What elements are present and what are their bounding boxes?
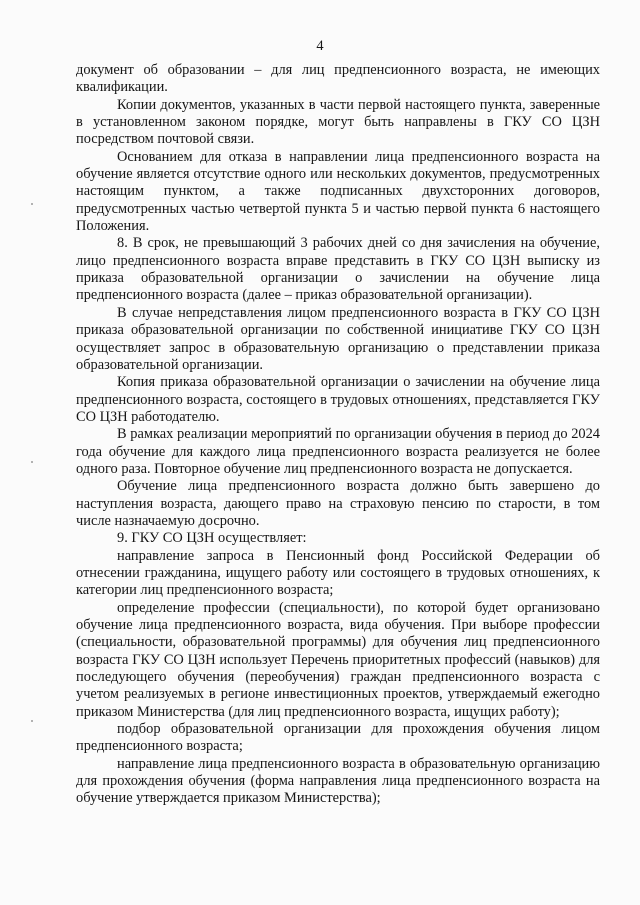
scan-speck [31, 720, 33, 722]
paragraph-4: 8. В срок, не превышающий 3 рабочих дней со дня зачисления на обучение, лицо предпенсионного возраста вправе представить в ГКУ СО ЦЗН выписку из приказа образовательной организации о зачислении на обучение лица предпенсионного возраста (далее – приказ образовательной организации). [76, 235, 600, 304]
page-number: 4 [316, 38, 324, 54]
paragraph-1: документ об образовании – для лиц предпенсионного возраста, не имеющих квалификации. [76, 62, 600, 96]
scan-speck [31, 461, 33, 463]
document-body [76, 62, 600, 808]
paragraph-13: направление лица предпенсионного возраста в образовательную организацию для прохождения обучения (форма направления лица предпенсионного возраста на обучение утверждается приказом Министерства); [76, 755, 600, 807]
paragraph-2: Копии документов, указанных в части первой настоящего пункта, заверенные в установленном законом порядке, могут быть направлены в ГКУ СО ЦЗН посредством почтовой связи. [76, 96, 600, 148]
paragraph-8: Обучение лица предпенсионного возраста должно быть завершено до наступления возраста, дающего право на страховую пенсию по старости, в том числе назначаемую досрочно. [76, 478, 600, 529]
paragraph-7: В рамках реализации мероприятий по организации обучения в период до 2024 года обучение для каждого лица предпенсионного возраста реализуется не более одного раза. Повторное обучение лиц предпенсионного возраста не допускается. [76, 426, 600, 477]
paragraph-6: Копия приказа образовательной организации о зачислении на обучение лица предпенсионного возраста, состоящего в трудовых отношениях, представляется ГКУ СО ЦЗН работодателю. [76, 374, 600, 425]
paragraph-11: определение профессии (специальности), по которой будет организовано обучение лица предпенсионного возраста, вида обучения. При выборе профессии (специальности, образовательной программы) для обучения лиц предпенсионного возраста ГКУ СО ЦЗН использует Перечень приоритетных профессий (навыков) для последующего обучения (переобучения) граждан предпенсионного возраста с учетом реализуемых в регионе инвестиционных проектов, утверждаемый ежегодно приказом Министерства (для лиц предпенсионного возраста, ищущих работу); [76, 599, 600, 720]
paragraph-3: Основанием для отказа в направлении лица предпенсионного возраста на обучение является отсутствие одного или нескольких документов, предусмотренных настоящим пунктом, а также подписанных двухсторонних договоров, предусмотренных частью четвертой пункта 5 и частью первой пункта 6 настоящего Положения. [76, 148, 600, 235]
paragraph-12: подбор образовательной организации для прохождения обучения лицом предпенсионного возраста; [76, 721, 600, 755]
paragraph-5: В случае непредставления лицом предпенсионного возраста в ГКУ СО ЦЗН приказа образовательной организации по собственной инициативе ГКУ СО ЦЗН осуществляет запрос в образовательную организацию о представлении приказа образовательной организации. [76, 304, 600, 373]
paragraph-9: 9. ГКУ СО ЦЗН осуществляет: [117, 530, 307, 547]
scan-speck [31, 203, 33, 205]
paragraph-10: направление запроса в Пенсионный фонд Российской Федерации об отнесении гражданина, ищущего работу или состоящего в трудовых отношениях, к категории лиц предпенсионного возраста; [76, 547, 600, 599]
